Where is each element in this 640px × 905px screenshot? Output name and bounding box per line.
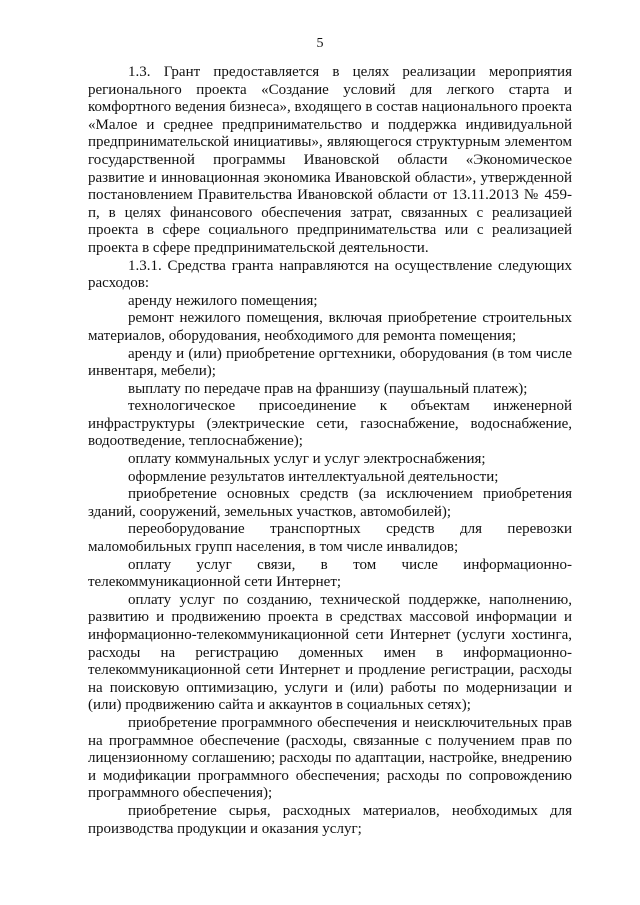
list-item: приобретение основных средств (за исключением приобретения зданий, сооружений, земельных участков, автомобилей); [88, 486, 572, 520]
list-item: оплату коммунальных услуг и услуг электроснабжения; [128, 451, 486, 468]
list-item: оплату услуг связи, в том числе информационно-телекоммуникационной сети Интернет; [88, 556, 572, 591]
list-item: технологическое присоединение к объектам инженерной инфраструктуры (электрические сети, газоснабжение, водоснабжение, водоотведение, теплоснабжение); [88, 398, 572, 450]
document-body [88, 64, 572, 838]
list-item: оплату услуг по созданию, технической поддержке, наполнению, развитию и продвижению проекта в средствах массовой информации и информационно-телекоммуникационной сети Интернет (услуги хостинга, расходы на регистрацию доменных имен в информационно-телекоммуникационной сети Интернет и продление регистрации, расходы на поисковую оптимизацию, услуги и (или) работы по модернизации и (или) продвижению сайта и аккаунтов в социальных сетях); [88, 591, 572, 714]
list-item: приобретение сырья, расходных материалов, необходимых для производства продукции и оказания услуг; [88, 802, 572, 837]
list-item: приобретение программного обеспечения и неисключительных прав на программное обеспечение (расходы, связанные с получением прав по лицензионному соглашению; расходы по адаптации, настройке, внедрению и модификации программного обеспечения; расходы по сопровождению программного обеспечения); [88, 714, 572, 802]
paragraph-grant-purpose: 1.3. Грант предоставляется в целях реализации мероприятия регионального проекта «Создание условий для легкого старта и комфортного ведения бизнеса», входящего в состав национального проекта «Малое и среднее предпринимательство и поддержка индивидуальной предпринимательской инициативы», являющегося структурным элементом государственной программы Ивановской области «Экономическое развитие и инновационная экономика Ивановской области», утвержденной постановлением Правительства Ивановской области от 13.11.2013 № 459-п, в целях финансового обеспечения затрат, связанных с реализацией проекта в сфере социального предпринимательства или с реализацией проекта в сфере предпринимательской деятельности. [88, 64, 572, 256]
list-item: аренду и (или) приобретение оргтехники, оборудования (в том числе инвентаря, мебели); [88, 345, 572, 380]
list-item: выплату по передаче прав на франшизу (паушальный платеж); [128, 380, 528, 397]
paragraph-expenses-intro: 1.3.1. Средства гранта направляются на осуществление следующих расходов: [88, 257, 572, 292]
list-item: переоборудование транспортных средств для перевозки маломобильных групп населения, в том числе инвалидов; [88, 521, 572, 556]
list-item: ремонт нежилого помещения, включая приобретение строительных материалов, оборудования, необходимого для ремонта помещения; [88, 310, 572, 344]
list-item: оформление результатов интеллектуальной деятельности; [128, 468, 499, 485]
page-number: 5 [316, 36, 324, 51]
list-item: аренду нежилого помещения; [128, 292, 318, 309]
